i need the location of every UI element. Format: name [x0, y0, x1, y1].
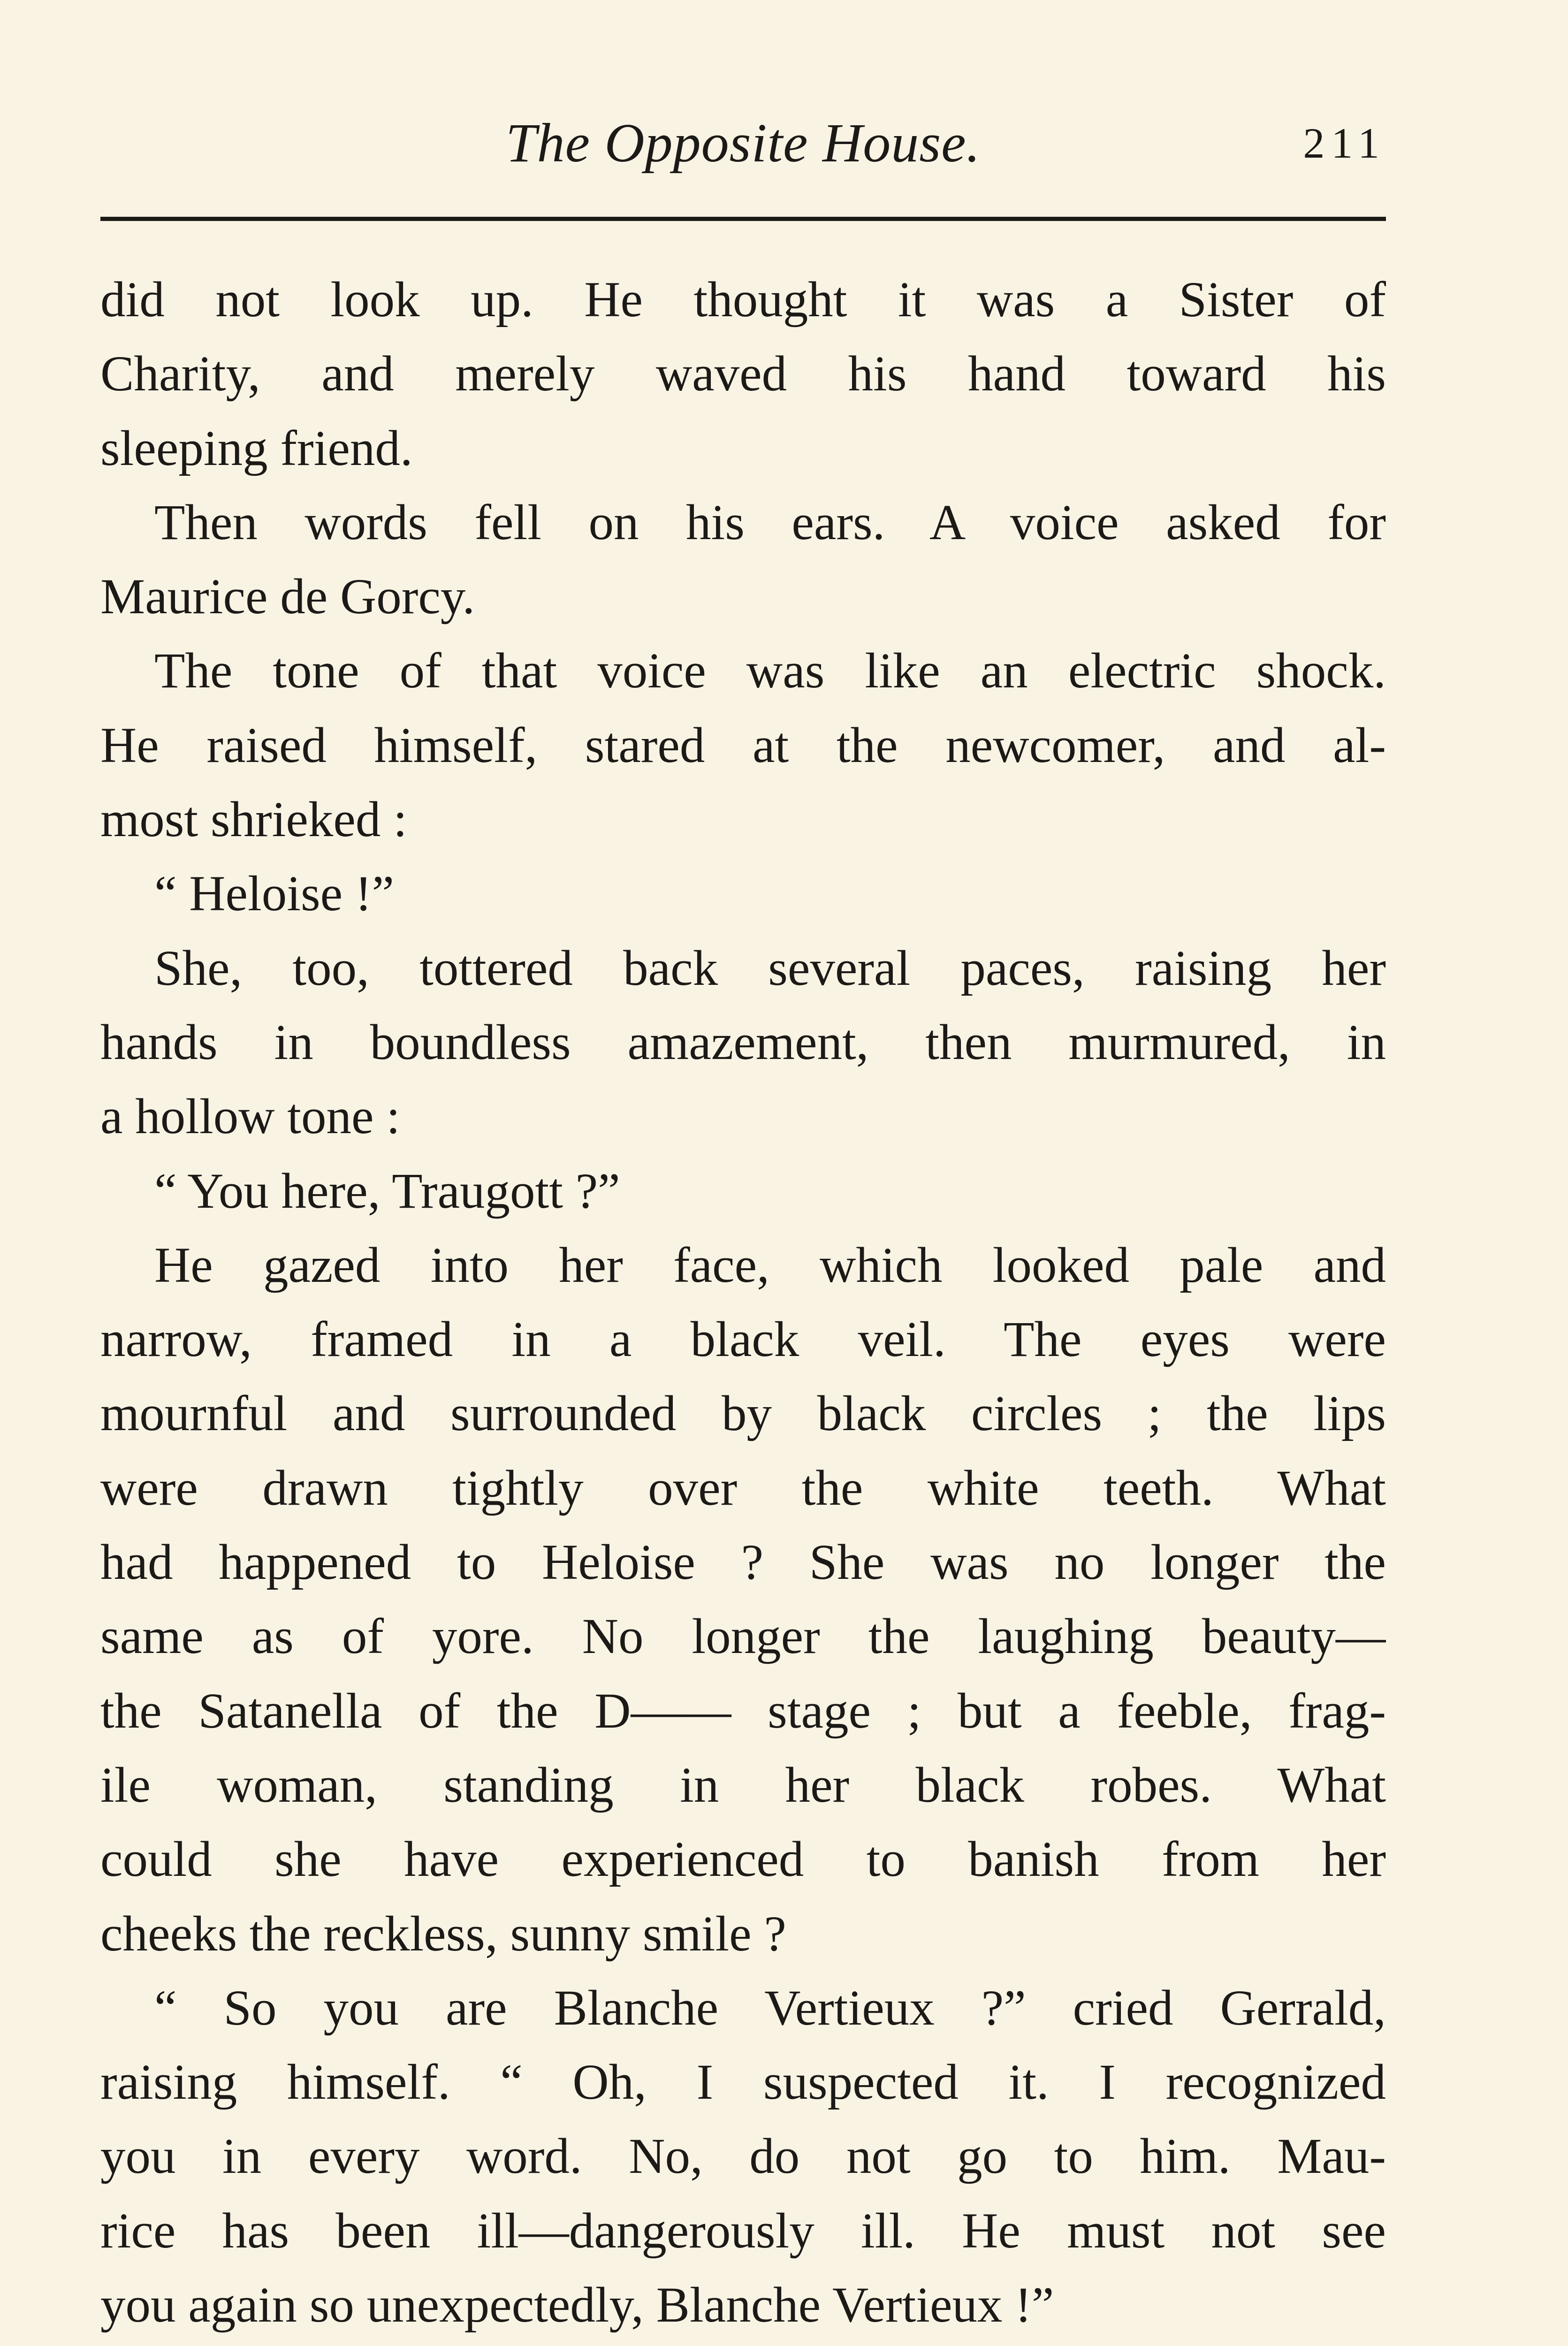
- text-line: He gazed into her face, which looked pale and: [154, 1237, 1386, 1293]
- text-line: had happened to Heloise ? She was no longer the: [100, 1535, 1386, 1591]
- text-line: rice has been ill—dangerously ill. He must not see: [100, 2203, 1386, 2259]
- text-line: “ You here, Traugott ?”: [154, 1163, 620, 1219]
- text-line: a hollow tone :: [100, 1089, 400, 1145]
- text-line: raising himself. “ Oh, I suspected it. I recognized: [100, 2055, 1386, 2110]
- text-line: most shrieked :: [100, 792, 407, 848]
- text-line: could she have experienced to banish from her: [100, 1832, 1386, 1888]
- text-line: did not look up. He thought it was a Sister of: [100, 272, 1386, 328]
- text-line: ile woman, standing in her black robes. What: [100, 1757, 1386, 1813]
- text-line: mournful and surrounded by black circles ; the lips: [100, 1386, 1386, 1442]
- text-line: “ Heloise !”: [154, 866, 394, 922]
- text-line: The tone of that voice was like an electric shock.: [154, 643, 1386, 699]
- text-line: hands in boundless amazement, then murmured, in: [100, 1014, 1386, 1070]
- text-line: “ So you are Blanche Vertieux ?” cried Gerrald,: [154, 1980, 1386, 2036]
- running-head: [100, 108, 1386, 178]
- text-line: cheeks the reckless, sunny smile ?: [100, 1906, 786, 1962]
- text-line: were drawn tightly over the white teeth. What: [100, 1460, 1386, 1516]
- text-line: you again so unexpectedly, Blanche Vertieux !”: [100, 2277, 1054, 2333]
- running-title: The Opposite House.: [505, 112, 981, 174]
- text-line: you in every word. No, do not go to him. Mau-: [100, 2129, 1386, 2185]
- text-line: She, too, tottered back several paces, raising her: [154, 940, 1386, 996]
- text-line: narrow, framed in a black veil. The eyes were: [100, 1312, 1386, 1368]
- text-line: sleeping friend.: [100, 420, 413, 476]
- body-text: [100, 263, 1386, 2342]
- text-line: the Satanella of the D—— stage ; but a feeble, frag-: [100, 1683, 1386, 1739]
- text-line: He raised himself, stared at the newcomer, and al-: [100, 717, 1386, 773]
- text-line: Then words fell on his ears. A voice asked for: [154, 495, 1386, 550]
- text-line: Charity, and merely waved his hand toward his: [100, 346, 1386, 402]
- text-line: same as of yore. No longer the laughing beauty—: [100, 1609, 1386, 1665]
- header-rule: [100, 217, 1386, 221]
- text-line: Maurice de Gorcy.: [100, 569, 475, 625]
- page-number: 211: [1303, 119, 1386, 167]
